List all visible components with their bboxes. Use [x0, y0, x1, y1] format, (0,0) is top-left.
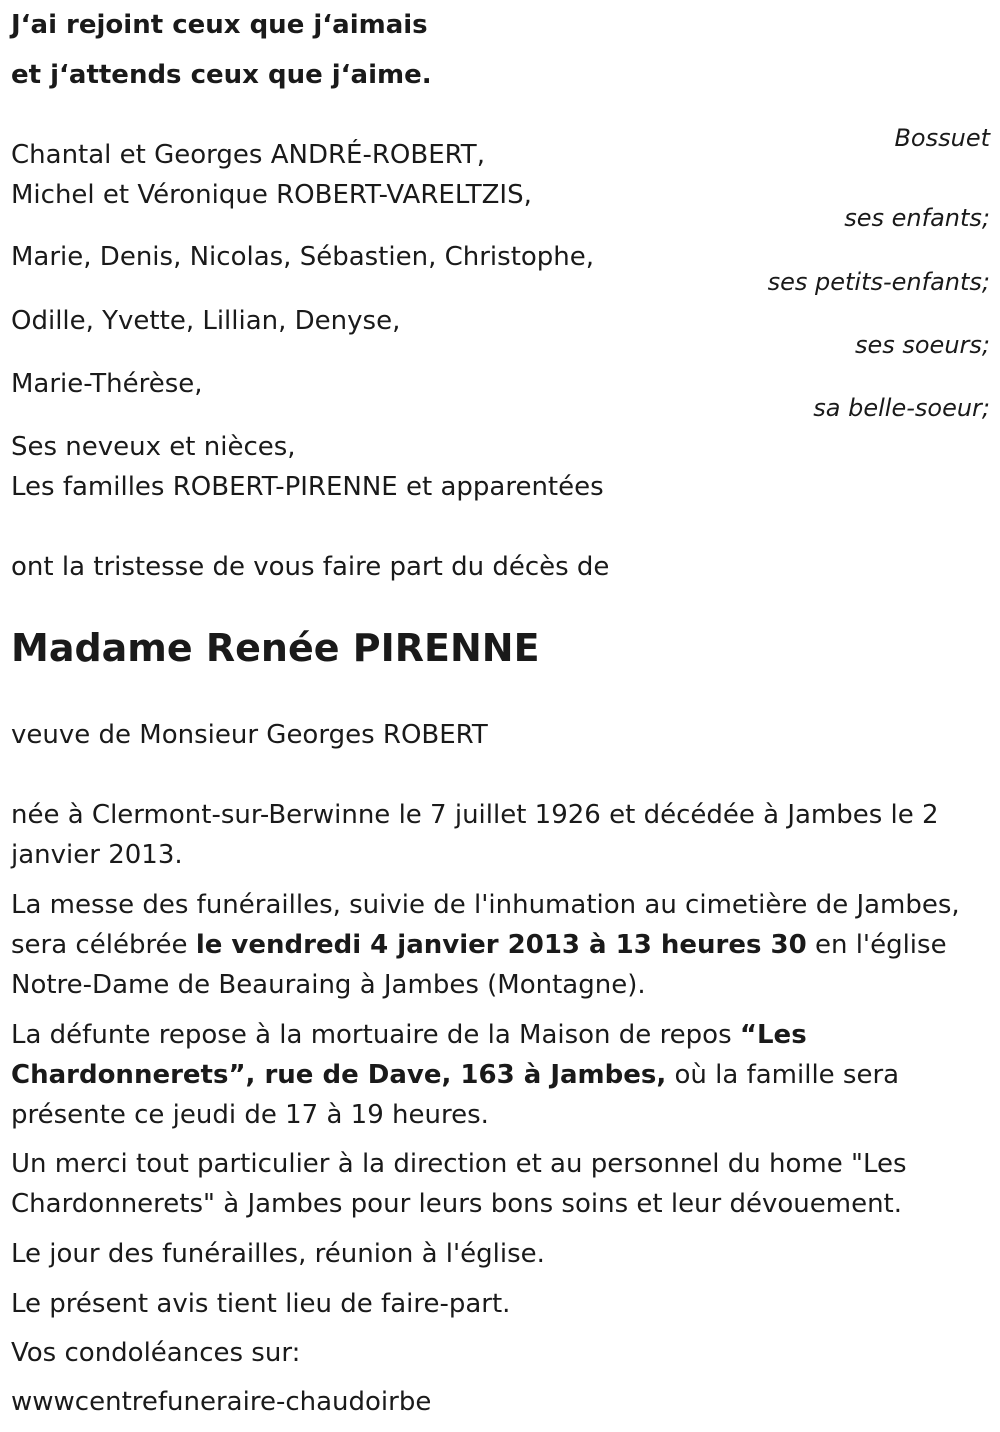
condolences-url[interactable]: wwwcentrefuneraire-chaudoirbe	[11, 1387, 432, 1417]
mass-intro: La messe des funérailles, suivie de l'inhumation au cimetière de Jambes, sera célébrée	[11, 890, 960, 960]
notice: Le présent avis tient lieu de faire-part.	[11, 1289, 511, 1319]
sister-in-law: Marie-Thérèse,	[11, 369, 203, 399]
children-line-1: Chantal et Georges ANDRÉ-ROBERT,	[11, 140, 485, 170]
rest-visit: où la famille sera présente ce jeudi de 17 à 19 heures.	[11, 1060, 900, 1130]
mass-place: en l'église Notre-Dame de Beauraing à Jambes (Montagne).	[11, 930, 947, 1000]
sisters-role: ses soeurs;	[854, 331, 990, 359]
rest-intro: La défunte repose à la mortuaire de la Maison de repos	[11, 1020, 740, 1050]
children-line-2: Michel et Véronique ROBERT-VARELTZIS,	[11, 180, 532, 210]
families: Les familles ROBERT-PIRENNE et apparentées	[11, 472, 604, 502]
thanks: Un merci tout particulier à la direction et au personnel du home "Les Chardonnerets" à Jambes pour leurs bons soins et leur dévouement.	[11, 1149, 907, 1219]
sister-in-law-role: sa belle-soeur;	[813, 394, 990, 422]
condolences-label: Vos condoléances sur:	[11, 1338, 301, 1368]
widow-of: veuve de Monsieur Georges ROBERT	[11, 720, 488, 750]
children-role: ses enfants;	[844, 204, 990, 232]
deceased-name: Madame Renée PIRENNE	[11, 626, 540, 670]
quote-line-1: J‘ai rejoint ceux que j‘aimais	[11, 10, 428, 40]
sisters: Odille, Yvette, Lillian, Denyse,	[11, 306, 401, 336]
grandchildren-role: ses petits-enfants;	[767, 268, 990, 296]
nephews: Ses neveux et nièces,	[11, 432, 296, 462]
quote-author: Bossuet	[894, 124, 990, 152]
meeting: Le jour des funérailles, réunion à l'église.	[11, 1239, 545, 1269]
quote-line-2: et j‘attends ceux que j‘aime.	[11, 60, 432, 90]
rest-place: “Les Chardonnerets”, rue de Dave, 163 à Jambes,	[11, 1020, 807, 1090]
announcement: ont la tristesse de vous faire part du décès de	[11, 552, 610, 582]
grandchildren: Marie, Denis, Nicolas, Sébastien, Christophe,	[11, 242, 595, 272]
funeral-mass	[11, 885, 986, 1005]
mass-date: le vendredi 4 janvier 2013 à 13 heures 30	[195, 930, 807, 960]
rest-place-paragraph	[11, 1015, 986, 1135]
birth-death: née à Clermont-sur-Berwinne le 7 juillet 1926 et décédée à Jambes le 2 janvier 2013.	[11, 800, 939, 870]
